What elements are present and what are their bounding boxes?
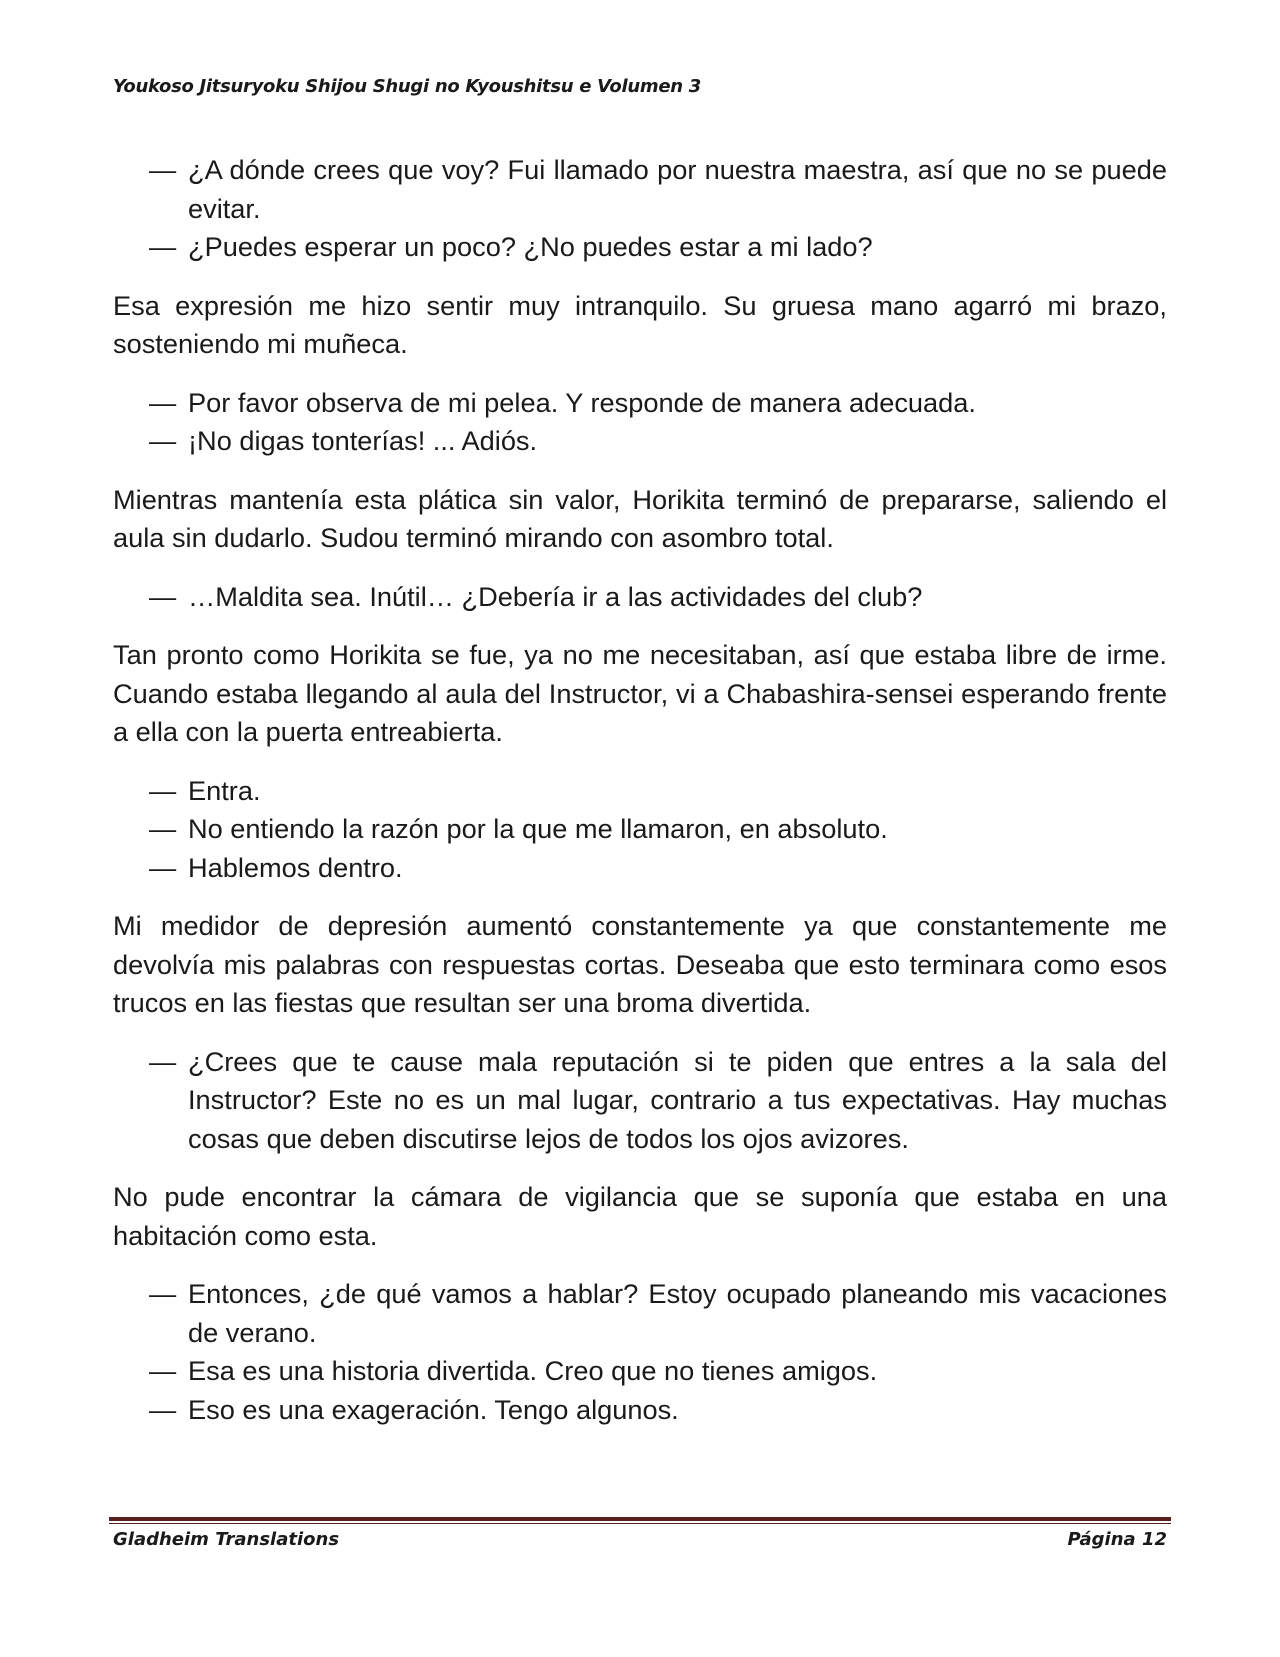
narration-paragraph: Mientras mantenía esta plática sin valor, Horikita terminó de prepararse, saliendo el aula sin dudarlo. Sudou terminó mirando con asombro total. bbox=[113, 483, 1167, 553]
dialogue-text: ¿Crees que te cause mala reputación si te piden que entres a la sala del Instructor? Este no es un mal lugar, contrario a tus expectativas. Hay muchas cosas que deben discutirse lejos de todos los ojos avizores. bbox=[188, 1045, 1167, 1154]
footer-rule bbox=[109, 1517, 1171, 1521]
dialogue-group bbox=[113, 578, 1167, 617]
footer-translator-credit: Gladheim Translations bbox=[113, 1529, 340, 1550]
dialogue-line bbox=[113, 1391, 1167, 1430]
dialogue-text: No entiendo la razón por la que me llamaron, en absoluto. bbox=[188, 813, 888, 844]
dialogue-text: Eso es una exageración. Tengo algunos. bbox=[188, 1393, 679, 1425]
page-body bbox=[113, 151, 1167, 1449]
dialogue-group bbox=[113, 1043, 1167, 1159]
em-dash: — bbox=[149, 851, 177, 883]
narration-paragraph: Tan pronto como Horikita se fue, ya no me necesitaban, así que estaba libre de irme. Cuando estaba llegando al aula del Instructor, vi a Chabashira-sensei esperando frente a ella con la puerta entreabierta. bbox=[113, 639, 1167, 747]
em-dash: — bbox=[149, 386, 177, 418]
dialogue-group bbox=[113, 384, 1167, 461]
dialogue-line bbox=[113, 1352, 1167, 1391]
dialogue-line bbox=[113, 849, 1167, 888]
em-dash: — bbox=[149, 1355, 177, 1386]
dialogue-line bbox=[113, 1043, 1167, 1159]
dialogue-line bbox=[113, 228, 1167, 267]
dialogue-group bbox=[113, 151, 1167, 267]
em-dash: — bbox=[149, 1393, 177, 1425]
dialogue-line bbox=[113, 772, 1167, 811]
narration-paragraph: Esa expresión me hizo sentir muy intranquilo. Su gruesa mano agarró mi brazo, sosteniendo mi muñeca. bbox=[113, 289, 1167, 359]
running-header-title: Youkoso Jitsuryoku Shijou Shugi no Kyoushitsu e Volumen 3 bbox=[113, 76, 701, 97]
em-dash: — bbox=[149, 1278, 177, 1309]
dialogue-text: Entonces, ¿de qué vamos a hablar? Estoy ocupado planeando mis vacaciones de verano. bbox=[188, 1278, 1167, 1348]
dialogue-line bbox=[113, 578, 1167, 617]
dialogue-text: Esa es una historia divertida. Creo que no tienes amigos. bbox=[188, 1355, 878, 1386]
dialogue-text: ¿A dónde crees que voy? Fui llamado por nuestra maestra, así que no se puede evitar. bbox=[188, 154, 1167, 224]
dialogue-text: ¡No digas tonterías! ... Adiós. bbox=[188, 425, 538, 456]
dialogue-line bbox=[113, 151, 1167, 228]
narration-paragraph: Mi medidor de depresión aumentó constantemente ya que constantemente me devolvía mis palabras con respuestas cortas. Deseaba que esto terminara como esos trucos en las fiestas que resultan ser una broma divertida. bbox=[113, 910, 1167, 1018]
narration-paragraph: No pude encontrar la cámara de vigilancia que se suponía que estaba en una habitación como esta. bbox=[113, 1181, 1167, 1251]
em-dash: — bbox=[149, 813, 177, 844]
dialogue-line bbox=[113, 810, 1167, 849]
dialogue-group bbox=[113, 772, 1167, 888]
dialogue-text: Entra. bbox=[188, 774, 261, 806]
em-dash: — bbox=[149, 1045, 177, 1077]
em-dash: — bbox=[149, 231, 177, 262]
footer-page-number: Página 12 bbox=[1067, 1529, 1167, 1550]
dialogue-text: ¿Puedes esperar un poco? ¿No puedes estar a mi lado? bbox=[188, 231, 873, 262]
dialogue-text: …Maldita sea. Inútil… ¿Debería ir a las actividades del club? bbox=[188, 580, 923, 612]
dialogue-line bbox=[113, 384, 1167, 423]
em-dash: — bbox=[149, 154, 177, 185]
em-dash: — bbox=[149, 425, 177, 456]
em-dash: — bbox=[149, 580, 177, 612]
dialogue-text: Hablemos dentro. bbox=[188, 851, 403, 883]
footer-rule-thin bbox=[109, 1523, 1171, 1524]
em-dash: — bbox=[149, 774, 177, 806]
dialogue-text: Por favor observa de mi pelea. Y responde de manera adecuada. bbox=[188, 386, 976, 418]
dialogue-line bbox=[113, 1275, 1167, 1352]
dialogue-group bbox=[113, 1275, 1167, 1429]
dialogue-line bbox=[113, 422, 1167, 461]
